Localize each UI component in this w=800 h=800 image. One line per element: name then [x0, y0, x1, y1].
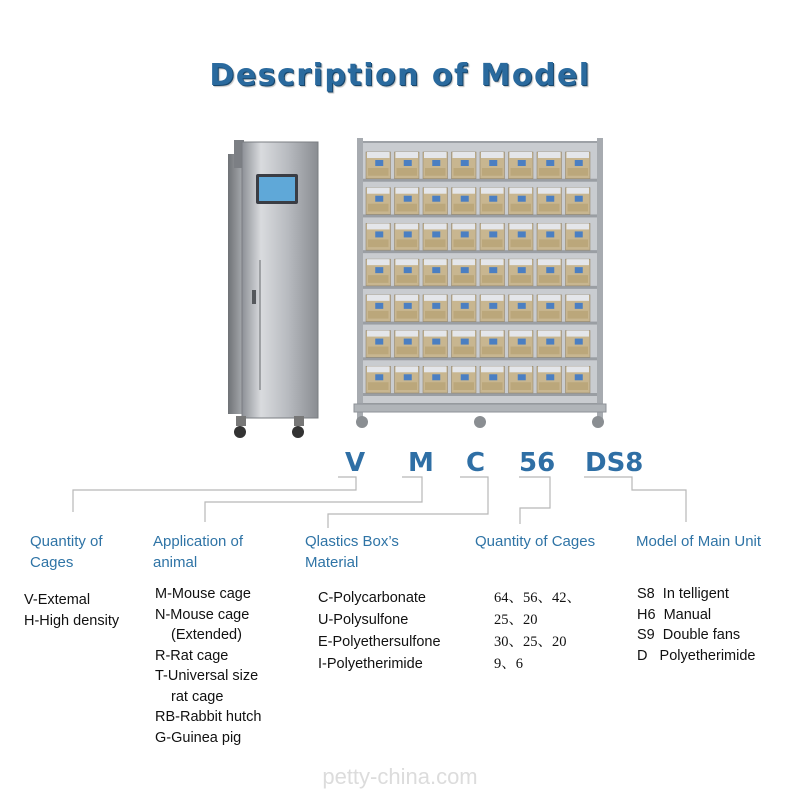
list-main-unit	[637, 584, 755, 666]
list-item: 25、20	[494, 612, 538, 628]
code-m: M	[408, 448, 434, 478]
list-item: V-Extemal	[24, 592, 91, 608]
list-item: 30、25、20	[494, 634, 567, 650]
list-item: D Polyetherimide	[637, 647, 756, 664]
list-item: RB-Rabbit hutch	[155, 709, 262, 725]
cage-rack-image	[352, 138, 608, 434]
list-item: S8 In telligent	[637, 586, 729, 602]
list-item: H6 Manual	[637, 606, 712, 623]
list-item: rat cage	[171, 688, 224, 705]
list-quantity-type	[24, 590, 119, 631]
main-unit-image	[226, 140, 320, 440]
list-item: 64、56、42、	[494, 590, 581, 606]
code-c: C	[466, 448, 486, 478]
heading-quantity-cages: Quantity of Cages	[475, 533, 596, 550]
code-ds8: DS8	[585, 448, 644, 478]
connector-lines	[0, 470, 800, 530]
list-item: G-Guinea pig	[155, 729, 242, 746]
heading-quantity-type: Quantity of Cages	[30, 533, 103, 571]
page-title: Description of Model	[209, 58, 591, 93]
list-material	[318, 587, 441, 675]
list-item: M-Mouse cage	[155, 586, 251, 602]
heading-application: Application of animal	[153, 533, 244, 571]
list-item: T-Universal size	[155, 668, 259, 684]
watermark: petty-china.com	[322, 764, 478, 789]
list-application	[155, 584, 261, 748]
heading-material: Qlastics Box’s Material	[305, 533, 399, 571]
list-item: S9 Double fans	[637, 627, 741, 643]
list-item: U-Polysulfone	[318, 612, 409, 628]
list-item: I-Polyetherimide	[318, 656, 423, 672]
list-item: E-Polyethersulfone	[318, 634, 441, 650]
list-quantity-cages	[494, 587, 581, 675]
list-item: 9、6	[494, 656, 523, 672]
heading-main-unit: Model of Main Unit	[636, 533, 762, 550]
list-item: H-High density	[24, 612, 120, 629]
list-item: N-Mouse cage	[155, 606, 250, 623]
list-item: C-Polycarbonate	[318, 590, 426, 606]
code-v: V	[345, 448, 366, 478]
code-56: 56	[519, 448, 556, 478]
list-item: (Extended)	[171, 627, 242, 643]
list-item: R-Rat cage	[155, 647, 229, 664]
